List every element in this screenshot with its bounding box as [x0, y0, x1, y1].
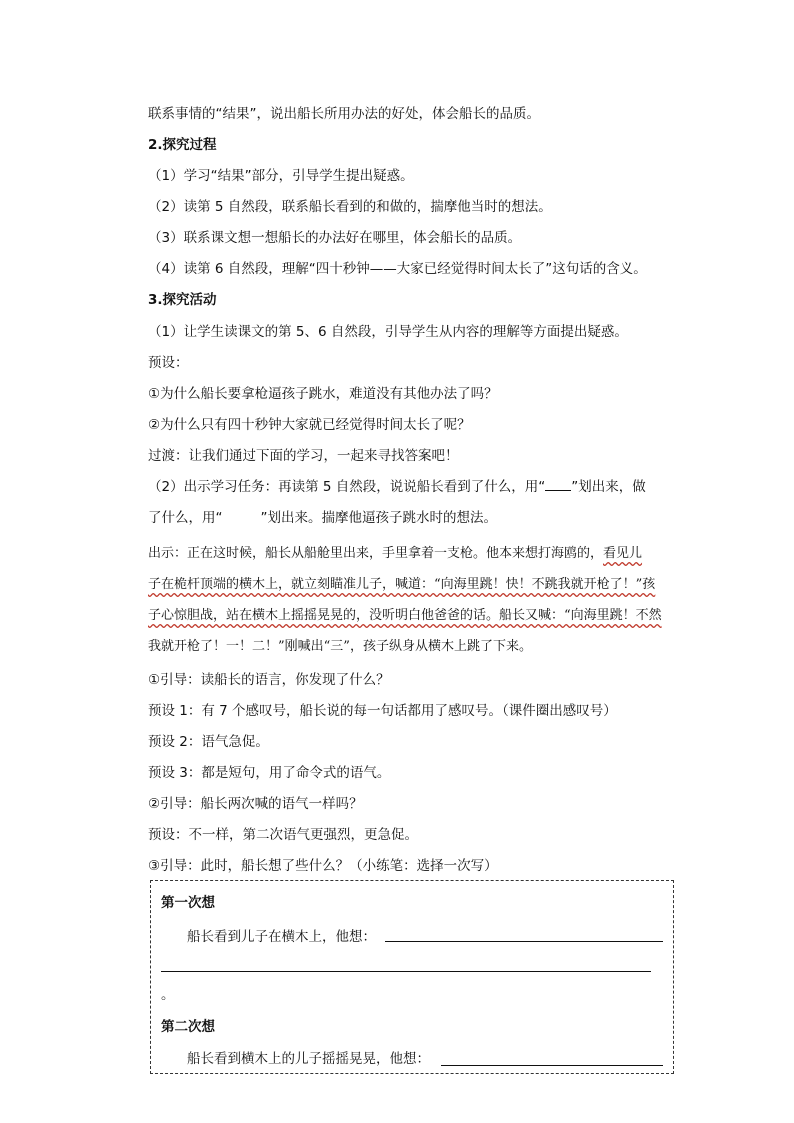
first-thought-end-mark: 。: [161, 987, 175, 1003]
first-thought-title: 第一次想: [161, 895, 215, 911]
preset-2: 预设 2：语气急促。: [148, 734, 269, 750]
task-line-2: [148, 508, 497, 528]
second-thought-prompt: 船长看到横木上的儿子摇摇晃晃，他想：: [187, 1051, 430, 1067]
excerpt-text: 出示：正在这时候，船长从船舱里出来，手里拿着一支枪。他本来想打海鸥的，: [148, 546, 604, 561]
first-thought-answer-line-2[interactable]: [161, 971, 651, 972]
guide-3: ③引导：此时，船长想了些什么？（小练笔：选择一次写）: [148, 858, 498, 874]
practice-box: [150, 880, 674, 1074]
process-step-4: （4）读第 6 自然段，理解“四十秒钟——大家已经觉得时间太长了”这句话的含义。: [148, 261, 647, 277]
transition-text: 过渡：让我们通过下面的学习，一起来寻找答案吧！: [148, 448, 459, 464]
excerpt-line-3: 子心惊胆战，站在横木上摇摇晃晃的，没听明白他爸爸的话。船长又喊：“向海里跳！不然: [148, 608, 662, 623]
task-text-a: （2）出示学习任务：再读第 5 自然段，说说船长看到了什么，用“: [148, 479, 546, 495]
excerpt-line-4: 我就开枪了！一！二！”刚喊出“三”，孩子纵身从横木上跳了下来。: [148, 639, 532, 654]
question-2: ②为什么只有四十秒钟大家就已经觉得时间太长了呢？: [148, 417, 471, 433]
task-text-d: ”划出来。揣摩他逼孩子跳水时的想法。: [260, 510, 497, 526]
activity-step-1: （1）让学生读课文的第 5、6 自然段，引导学生从内容的理解等方面提出疑惑。: [148, 324, 628, 340]
wavy-underline-sample: [223, 508, 261, 522]
preset-3: 预设 3：都是短句，用了命令式的语气。: [148, 765, 391, 781]
straight-underline-sample: [545, 478, 571, 491]
second-thought-title: 第二次想: [161, 1019, 215, 1035]
excerpt-line-2: 子在桅杆顶端的横木上，就立刻瞄准儿子，喊道：“向海里跳！快！不跳我就开枪了！”孩: [148, 577, 656, 592]
question-1: ①为什么船长要拿枪逼孩子跳水，难道没有其他办法了吗？: [148, 386, 498, 402]
guide-1: ①引导：读船长的语言，你发现了什么？: [148, 672, 390, 688]
excerpt-line-1: [148, 544, 642, 564]
process-step-1: （1）学习“结果”部分，引导学生提出疑惑。: [148, 168, 414, 184]
excerpt-wavy-text: 看见儿: [603, 546, 643, 561]
section-heading-activity: 3.探究活动: [148, 292, 217, 308]
preset-1: 预设 1：有 7 个感叹号，船长说的每一句话都用了感叹号。（课件圈出感叹号）: [148, 703, 617, 719]
preset-4: 预设：不一样，第二次语气更强烈，更急促。: [148, 827, 418, 843]
second-thought-answer-line[interactable]: [441, 1065, 663, 1066]
preset-label: 预设：: [148, 355, 189, 371]
intro-paragraph: 联系事情的“结果”，说出船长所用办法的好处，体会船长的品质。: [148, 106, 540, 122]
section-heading-process: 2.探究过程: [148, 137, 217, 153]
process-step-3: （3）联系课文想一想船长的办法好在哪里，体会船长的品质。: [148, 230, 522, 246]
task-line-1: [148, 477, 646, 497]
task-text-c: 了什么，用“: [148, 510, 223, 526]
process-step-2: （2）读第 5 自然段，联系船长看到的和做的，揣摩他当时的想法。: [148, 199, 552, 215]
task-text-b: ”划出来，做: [571, 479, 646, 495]
guide-2: ②引导：船长两次喊的语气一样吗？: [148, 796, 363, 812]
first-thought-answer-line-1[interactable]: [385, 941, 663, 942]
first-thought-prompt: 船长看到儿子在横木上，他想：: [187, 929, 376, 945]
